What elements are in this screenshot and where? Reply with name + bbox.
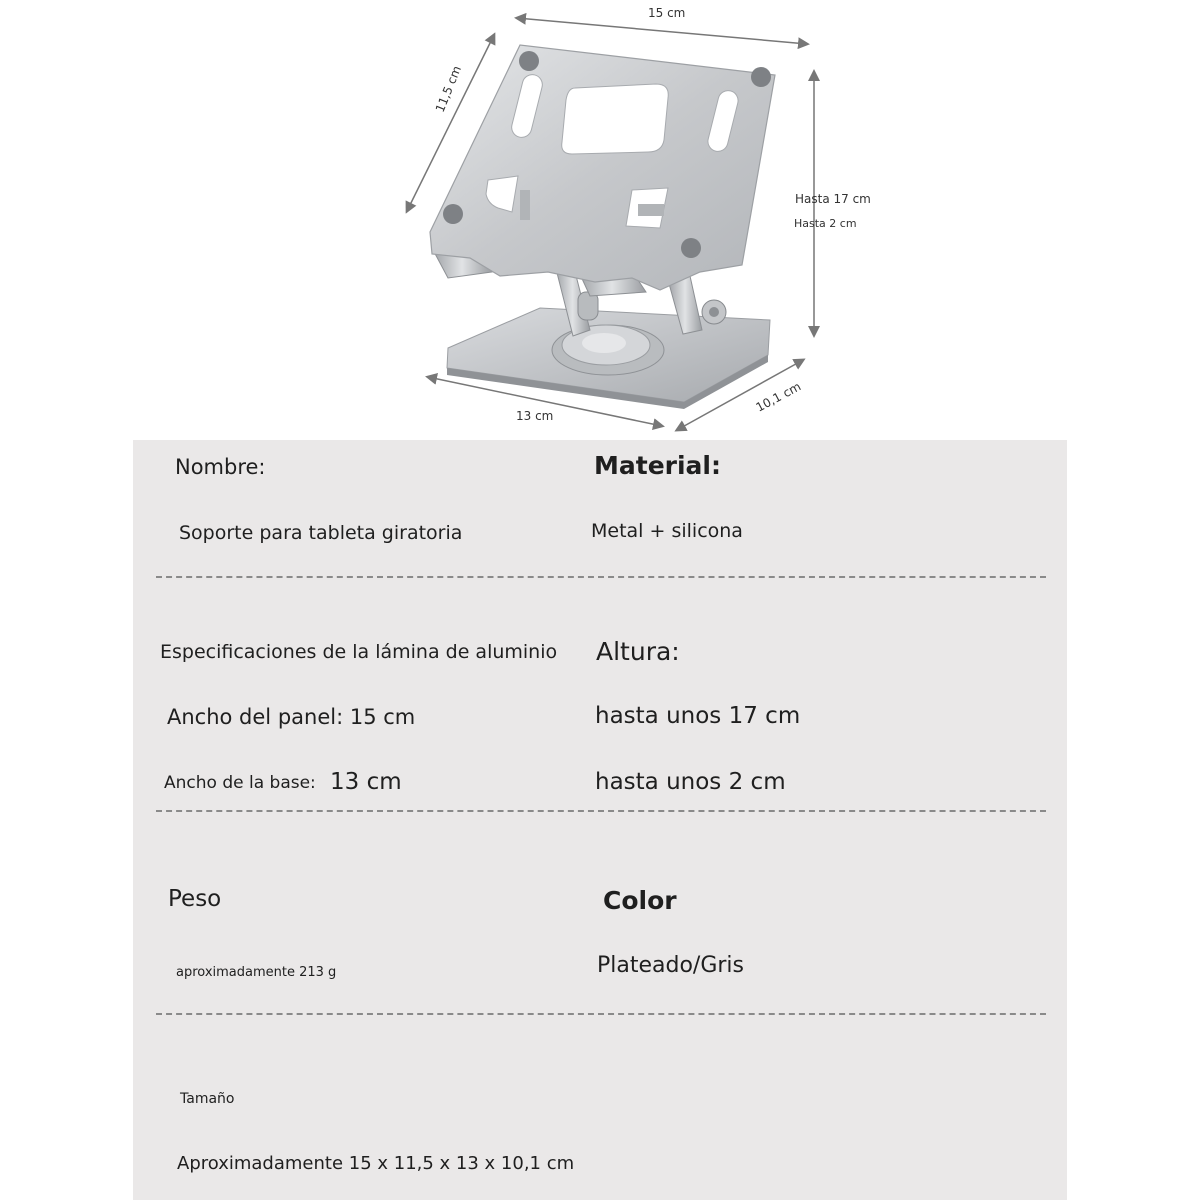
- height-min: hasta unos 2 cm: [595, 769, 786, 795]
- size-value: Aproximadamente 15 x 11,5 x 13 x 10,1 cm: [177, 1153, 575, 1174]
- stand-panel: [430, 45, 775, 290]
- divider: [156, 1013, 1046, 1015]
- height-max: hasta unos 17 cm: [595, 703, 801, 729]
- material-label: Material:: [594, 451, 721, 480]
- weight-label: Peso: [168, 886, 222, 912]
- height-label: Altura:: [596, 637, 680, 666]
- dim-max-height: Hasta 17 cm: [795, 192, 871, 206]
- aluminum-spec-label: Especificaciones de la lámina de aluminio: [160, 641, 558, 663]
- color-label: Color: [603, 886, 677, 915]
- spec-panel: [133, 440, 1067, 1200]
- dim-panel-depth: 11,5 cm: [432, 63, 465, 115]
- name-value: Soporte para tableta giratoria: [179, 522, 463, 544]
- name-label: Nombre:: [175, 455, 266, 479]
- divider: [156, 576, 1046, 578]
- dim-base-depth: 10,1 cm: [753, 379, 804, 415]
- dim-min-height: Hasta 2 cm: [794, 217, 857, 230]
- dim-base-width: 13 cm: [516, 409, 554, 423]
- color-value: Plateado/Gris: [597, 953, 745, 978]
- tablet-stand-image: [0, 0, 1200, 440]
- base-width-label: Ancho de la base:: [164, 773, 316, 793]
- material-value: Metal + silicona: [591, 520, 743, 542]
- stand-base: [447, 308, 770, 409]
- weight-value: aproximadamente 213 g: [176, 965, 337, 980]
- panel-width: Ancho del panel: 15 cm: [167, 705, 416, 729]
- dim-panel-width: 15 cm: [648, 6, 686, 20]
- product-illustration: [0, 0, 1200, 440]
- dim-line-panel-width: [517, 18, 807, 44]
- base-width-value: 13 cm: [330, 769, 402, 795]
- divider: [156, 810, 1046, 812]
- size-label: Tamaño: [180, 1091, 235, 1107]
